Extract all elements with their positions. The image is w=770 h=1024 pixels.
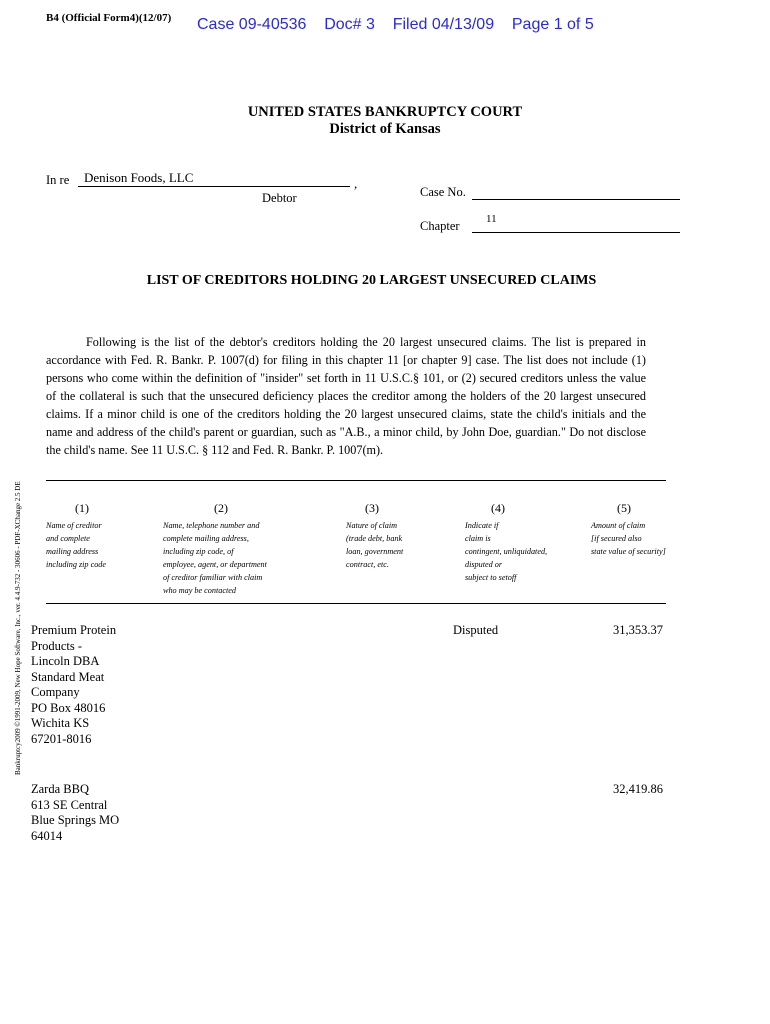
- court-filing-stamp: [197, 16, 594, 34]
- case-number-label: Case No.: [420, 185, 466, 199]
- instructions-paragraph: Following is the list of the debtor's creditors holding the 20 largest unsecured claims. The list is prepared in accordance with Fed. R. Bankr. P. 1007(d) for filing in this chapter 11 [or chapter 9] case. The list does not include (1) persons who come within the definition of "insider" set forth in 11 U.S.C.§ 101, or (2) secured creditors unless the value of the collateral is such that the unsecured deficiency places the creditor among the holders of the 20 largest unsecured claims. If a minor child is one of the creditors holding the 20 largest unsecured claims, state the child's initials and the name and address of the child's parent or guardian, such as "A.B., a minor child, by John Doe, guardian." Do not disclose the child's name. See 11 U.S.C. § 112 and Fed. R. Bankr. P. 1007(m).: [46, 335, 646, 457]
- column-2-number: (2): [214, 501, 228, 515]
- column-3-description: Nature of claim (trade debt, bank loan, government contract, etc.: [346, 521, 404, 569]
- creditor-1-claim-amount: 31,353.37: [613, 623, 663, 637]
- column-3-number: (3): [365, 501, 379, 515]
- debtor-name-underline: [78, 186, 350, 187]
- table-top-rule: [46, 480, 666, 481]
- creditor-2-name-address: Zarda BBQ 613 SE Central Blue Springs MO 64014: [31, 782, 120, 843]
- document-title: LIST OF CREDITORS HOLDING 20 LARGEST UNSECURED CLAIMS: [146, 273, 597, 288]
- column-1-number: (1): [75, 501, 89, 515]
- stamp-page-number: Page 1 of 5: [511, 16, 594, 33]
- table-header-rule: [46, 603, 666, 604]
- court-district: District of Kansas: [329, 121, 441, 137]
- case-number-field: [472, 199, 680, 200]
- creditor-2-claim-amount: 32,419.86: [613, 782, 663, 796]
- court-name: UNITED STATES BANKRUPTCY COURT: [247, 104, 523, 120]
- chapter-value: 11: [486, 213, 497, 225]
- in-re-label: In re: [46, 173, 70, 187]
- creditor-1-claim-status: Disputed: [453, 623, 499, 637]
- chapter-label: Chapter: [420, 219, 460, 233]
- creditor-1-name-address: Premium Protein Products - Lincoln DBA Standard Meat Company PO Box 48016 Wichita KS 67201-8016: [31, 623, 117, 746]
- form-identifier: B4 (Official Form4)(12/07): [46, 12, 172, 24]
- column-4-number: (4): [491, 501, 505, 515]
- stamp-case-number: Case 09-40536: [197, 16, 307, 33]
- stamp-filed-date: Filed 04/13/09: [392, 16, 495, 33]
- column-5-description: Amount of claim [if secured also state value of security]: [591, 521, 666, 556]
- stamp-document-number: Doc# 3: [324, 16, 375, 33]
- software-margin-note: Bankruptcy2009 ©1991-2009, New Hope Software, Inc., ver. 4.4.9-732 - 30606 - PDF-XChange 2.5 DE: [14, 481, 22, 775]
- caption-comma: ,: [354, 176, 358, 191]
- column-5-number: (5): [617, 501, 631, 515]
- chapter-underline: [472, 232, 680, 233]
- column-2-description: Name, telephone number and complete mailing address, including zip code, of employee, agent, or department of creditor familiar with claim who may be contacted: [163, 521, 267, 595]
- column-1-description: Name of creditor and complete mailing address including zip code: [46, 521, 107, 569]
- column-4-description: Indicate if claim is contingent, unliquidated, disputed or subject to setoff: [465, 521, 548, 582]
- debtor-label: Debtor: [262, 191, 297, 205]
- debtor-name: Denison Foods, LLC: [84, 170, 194, 185]
